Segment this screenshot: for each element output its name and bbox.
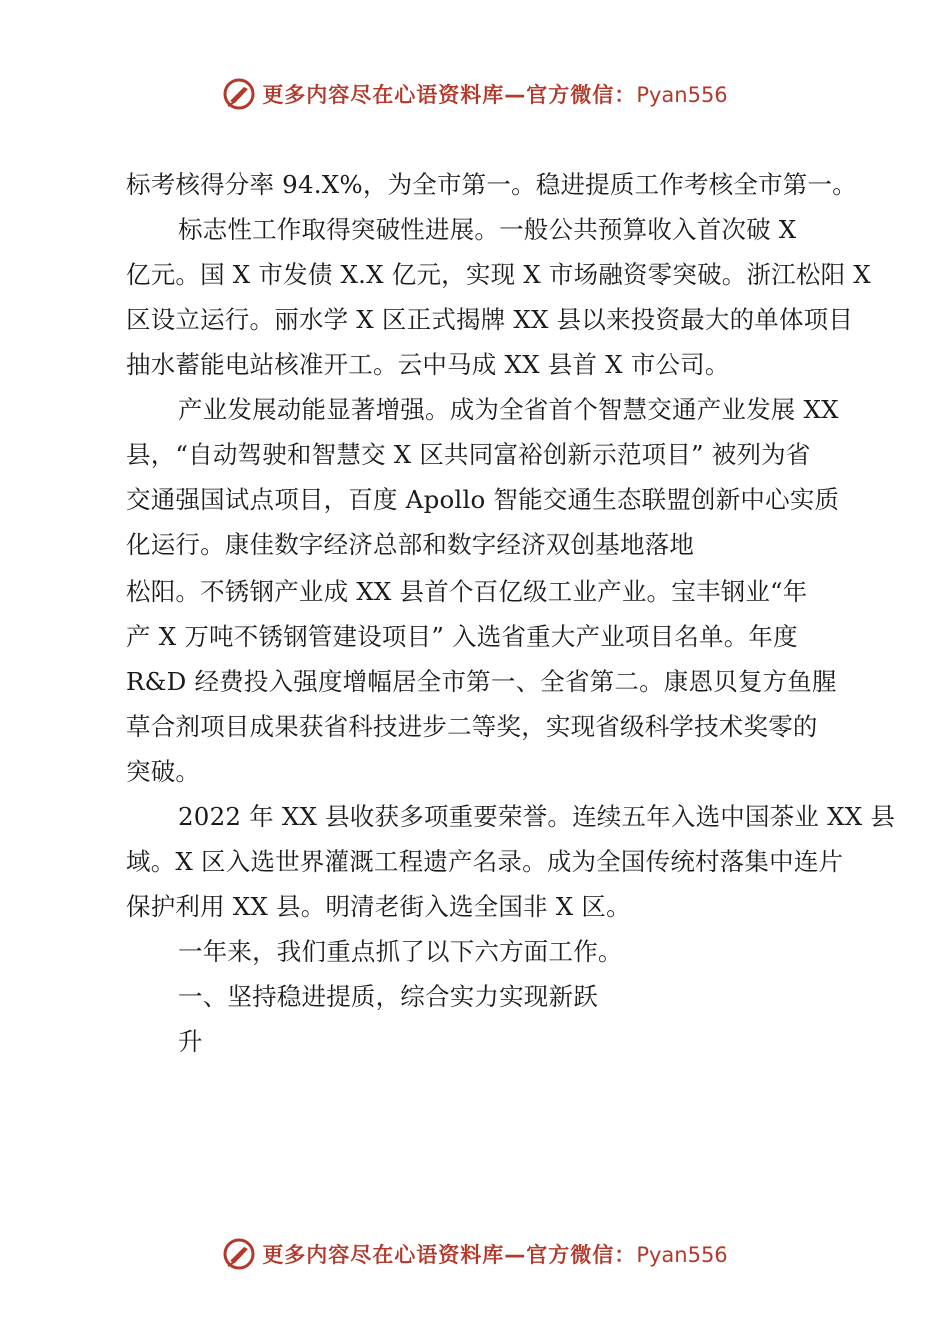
text-line: 区设立运行。丽水学 X 区正式揭牌 XX 县以来投资最大的单体项目 [126, 305, 854, 334]
text-line: 一年来，我们重点抓了以下六方面工作。 [178, 937, 623, 966]
text-line: 2022 年 XX 县收获多项重要荣誉。连续五年入选中国茶业 XX 县 [178, 802, 896, 831]
text-line: 突破。 [126, 757, 201, 786]
text-line: R&D 经费投入强度增幅居全市第一、全省第二。康恩贝复方鱼腥 [126, 667, 837, 696]
header-watermark-banner [0, 72, 950, 116]
text-line: 产业发展动能显著增强。成为全省首个智慧交通产业发展 XX [178, 395, 839, 424]
text-line: 松阳。不锈钢产业成 XX 县首个百亿级工业产业。宝丰钢业“年 [126, 577, 808, 606]
text-line: 保护利用 XX 县。明清老街入选全国非 X 区。 [126, 892, 631, 921]
pen-seal-logo-icon [222, 1237, 256, 1271]
text-line: 亿元。国 X 市发债 X.X 亿元，实现 X 市场融资零突破。浙江松阳 X [126, 260, 871, 289]
text-line: 域。X 区入选世界灌溉工程遗产名录。成为全国传统村落集中连片 [126, 847, 844, 876]
footer-watermark-text: 更多内容尽在心语资料库—官方微信：Pyan556 [262, 1243, 728, 1267]
footer-watermark-banner [0, 1232, 950, 1276]
section-heading-continued: 升 [178, 1027, 203, 1056]
text-line: 标志性工作取得突破性进展。一般公共预算收入首次破 X [178, 215, 797, 244]
text-line: 产 X 万吨不锈钢管建设项目” 入选省重大产业项目名单。年度 [126, 622, 798, 651]
text-line: 抽水蓄能电站核准开工。云中马成 XX 县首 X 市公司。 [126, 350, 730, 379]
pen-seal-logo-icon [222, 77, 256, 111]
text-line: 标考核得分率 94.X%，为全市第一。稳进提质工作考核全市第一。 [126, 170, 857, 199]
section-heading: 一、坚持稳进提质，综合实力实现新跃 [178, 982, 598, 1011]
text-line: 化运行。康佳数字经济总部和数字经济双创基地落地 [126, 530, 695, 559]
text-line: 县，“自动驾驶和智慧交 X 区共同富裕创新示范项目” 被列为省 [126, 440, 811, 469]
text-line: 交通强国试点项目，百度 Apollo 智能交通生态联盟创新中心实质 [126, 485, 840, 514]
header-watermark-text: 更多内容尽在心语资料库—官方微信：Pyan556 [262, 83, 728, 107]
text-line: 草合剂项目成果获省科技进步二等奖，实现省级科学技术奖零的 [126, 712, 818, 741]
